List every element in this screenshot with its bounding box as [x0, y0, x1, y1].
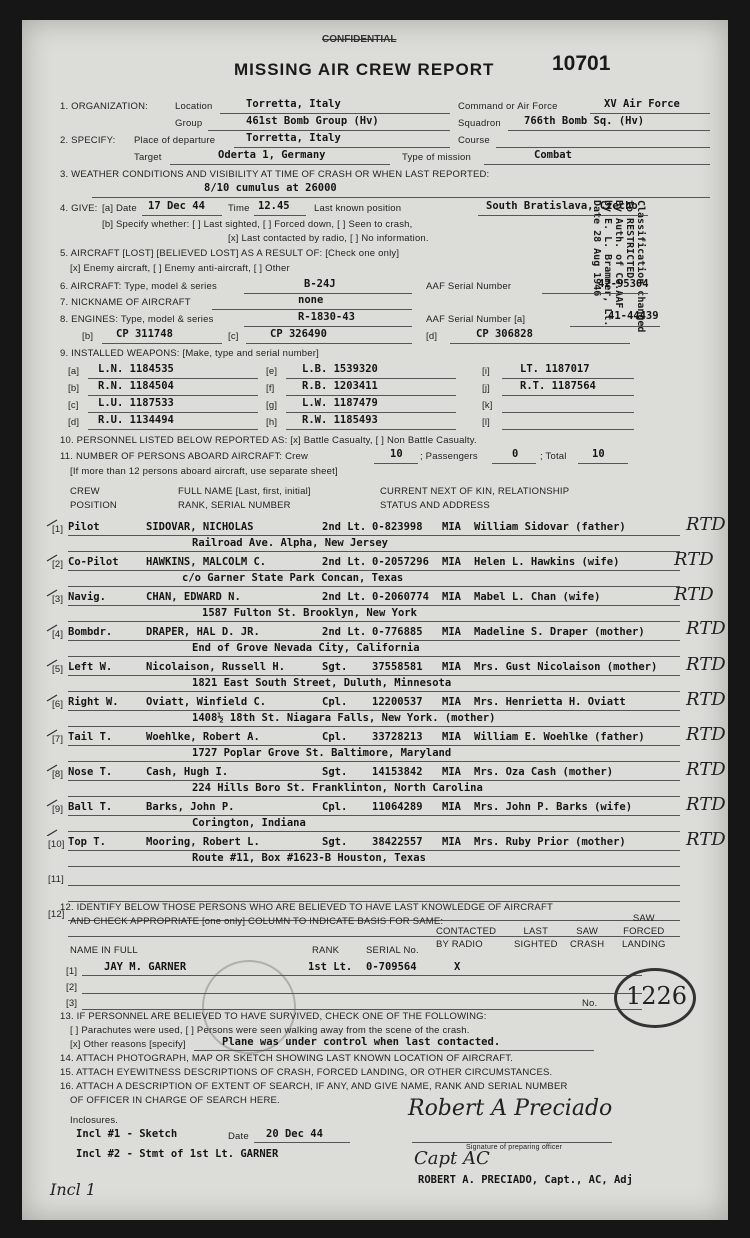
- location-value: Torretta, Italy: [246, 98, 341, 110]
- specify-whether: [b] Specify whether: [ ] Last sighted, [ ] Forced down, [ ] Seen to crash,: [102, 219, 413, 230]
- loss-cause-options: [x] Enemy aircraft, [ ] Enemy anti-aircraft, [ ] Other: [70, 263, 290, 274]
- weapon-e-value: L.B. 1539320: [302, 363, 378, 375]
- departure-label: Place of departure: [134, 135, 216, 146]
- engines-type-value: R-1830-43: [298, 311, 355, 323]
- total-count: 10: [592, 448, 605, 460]
- weapon-h-value: R.W. 1185493: [302, 414, 378, 426]
- persons-note: [If more than 12 persons aboard aircraft, use separate sheet]: [70, 466, 338, 477]
- squadron-value: 766th Bomb Sq. (Hv): [524, 115, 645, 127]
- engine-a-value: 41-44439: [608, 310, 659, 322]
- specify-label: 2. SPECIFY:: [60, 135, 116, 146]
- witness-name: JAY M. GARNER: [104, 961, 187, 973]
- signer-name: ROBERT A. PRECIADO, Capt., AC, Adj: [418, 1174, 633, 1186]
- witness-serial: 0-709564: [366, 961, 417, 973]
- target-label: Target: [134, 152, 162, 163]
- course-label: Course: [458, 135, 490, 146]
- aircraft-serial-value: 42-95304: [598, 278, 649, 290]
- report-date: 20 Dec 44: [266, 1128, 323, 1140]
- report-sheet: CONFIDENTIAL MISSING AIR CREW REPORT 10701 Classification changed to RESTRICTED By Auth. of CG.AAF by E. L. Brammer, Lt. Date 28 Aug 1946 1. ORGANIZATION: Location Torretta, Italy Command or Air Force XV Air Force Group 461st Bomb Group (Hv) Squadron 766th Bomb Sq. (Hv) 2. SPECIFY: Place of departure Torretta, Italy Course Target Oderta 1, Germany Type of mission Combat 3. WEATHER CONDITIONS AND VISIBILITY AT TIME OF CRASH OR WHEN LAST REPORTED: 8/10 cumulus at 26000 4. GIVE: [a] Date 17 Dec 44 Time 12.45 Last known position South Bratislava, Czecho [b] Specify whether: [ ] Last sighted, [ ] Forced down, [ ] Seen to crash, [x] Last contacted by radio, [ ] No information. 5. AIRCRAFT [LOST] [BELIEVED LOST] AS A RESULT OF: [Check one only] [x] Enemy aircraft, [ ] Enemy anti-aircraft, [ ] Other 6. AIRCRAFT: Type, model & series B-24J AAF Serial Number 42-95304 7. NICKNAME OF AIRCRAFT none 8. ENGINES: Type, model & series R-1830-43 AAF Serial Number [a] 41-44439 [b] CP 311748 [c] CP 326490 [d] CP 306828 9. INSTALLED WEAPONS: [Make, type and serial number] [a] L.N. 1184535 [b] R.N. 1184504 [c] L.U. 1187533 [d] R.U. 1134494 [e] L.B. 1539320 [f] R.B. 1203411 [g] L.W. 1187479 [h] R.W. 1185493 [i] LT. 1187017 [j] R.T. 1187564 [k] [l] 10. PERSONNEL LISTED BELOW REPORTED AS: [x] Battle Casualty, [ ] Non Battle Casualty. 11. NUMBER OF PERSONS ABOARD AIRCRAFT: Crew 10 ; Passengers 0 ; Total 10 [If more than 12 persons aboard aircraft, use separate sheet] CREW POSITION FULL NAME [Last, first, initial] RANK, SERIAL NUMBER CURRENT NEXT OF KIN, RELATIONSHIP STATUS AND ADDRESS [1] Pilot SIDOVAR, NICHOLAS 2nd Lt. 0-823998 MIA William Sidovar (father) RTD Railroad Ave. Alpha, New Jersey [2] Co-Pilot HAWKINS, MALCOLM C. 2nd Lt. 0-2057296 MIA Helen L. Hawkins (wife) RTD c/o Garner State Park Concan, Texas [3] Navig. CHAN, EDWARD N. 2nd Lt. 0-2060774 MIA Mabel L. Chan (wife) RTD 1587 Fulton St. Brooklyn, New York [4] Bombdr. DRAPER, HAL D. JR. 2nd Lt. 0-776885 MIA Madeline S. Draper (mother) RTD End of Grove Nevada City, California [5] Left W. Nicolaison, Russell H. Sgt. 37558581 MIA Mrs. Gust Nicolaison (mother) RTD 1821 East South Street, Duluth, Minnesota [6] Right W. Oviatt, Winfield C. Cpl. 12200537 MIA Mrs. Henrietta H. Oviatt RTD 1408½ 18th St. Niagara Falls, New York. (mother) [7] Tail T. Woehlke, Robert A. Cpl. 33728213 MIA William E. Woehlke (father) RTD 1727 Poplar Grove St. Baltimore, Maryland [8] Nose T. Cash, Hugh I. Sgt. 14153842 MIA Mrs. Oza Cash (mother) RTD 224 Hills Boro St. Franklinton, North Carolina [9] Ball T. Barks, John P. Cpl. 11064289 MIA Mrs. John P. Barks (wife) RTD Corington, Indiana [10] Top T. Mooring, Robert L. Sgt. 38422557 MIA Mrs. Ruby Prior (mother) RTD Route #11, Box #1623-B Houston, Texas [11] [12] 12. IDENTIFY BELOW THOSE PERSONS WHO ARE BELIEVED TO HAVE LAST KNOWLEDGE OF AIRCRAFT AND CHECK APPROPRIATE [one only] COLUMN TO INDICATE BASIS FOR SAME: NAME IN FULL RANK SERIAL No. CONTACTED BY RADIO LAST SIGHTED SAW CRASH SAW FORCED LANDING [1] JAY M. GARNER 1st Lt. 0-709564 X [2] [3] No. 1226 13. IF PERSONNEL ARE BELIEVED TO HAVE SURVIVED, CHECK ONE OF THE FOLLOWING: [ ] Parachutes were used, [ ] Persons were seen walking away from the scene of the crash. [x] Other reasons [specify] Plane was under control when last contacted. 14. ATTACH PHOTOGRAPH, MAP OR SKETCH SHOWING LAST KNOWN LOCATION OF AIRCRAFT. 15. ATTACH EYEWITNESS DESCRIPTIONS OF CRASH, FORCED LANDING, OR OTHER CIRCUMSTANCES. 16. ATTACH A DESCRIPTION OF EXTENT OF SEARCH, IF ANY, AND GIVE NAME, RANK AND SERIAL NUMBER OF OFFICER IN CHARGE OF SEARCH HERE. Inclosures. Incl #1 - Sketch Date 20 Dec 44 Incl #2 - Stmt of 1st Lt. GARNER Robert A Preciado Signature of preparing officer Capt AC ROBERT A. PRECIADO, Capt., AC, Adj Incl 1: [22, 20, 728, 1220]
- aircraft-type-value: B-24J: [304, 278, 336, 290]
- tick-marks: [42, 506, 72, 836]
- weapon-a-value: L.N. 1184535: [98, 363, 174, 375]
- engine-d-value: CP 306828: [476, 328, 533, 340]
- margin-note: Incl 1: [50, 1180, 96, 1199]
- inclosure-1: Incl #1 - Sketch: [76, 1128, 178, 1140]
- contacted-by-radio: [x] Last contacted by radio, [ ] No information.: [228, 233, 429, 244]
- crew-count: 10: [390, 448, 403, 460]
- squadron-label: Squadron: [458, 118, 501, 129]
- last-knowledge-label: 12. IDENTIFY BELOW THOSE PERSONS WHO ARE BELIEVED TO HAVE LAST KNOWLEDGE OF AIRCRAFT: [60, 902, 553, 913]
- weapon-b-value: R.N. 1184504: [98, 380, 174, 392]
- command-value: XV Air Force: [604, 98, 680, 110]
- command-label: Command or Air Force: [458, 101, 558, 112]
- engines-serial-label: AAF Serial Number [a]: [426, 314, 526, 325]
- target-value: Oderta 1, Germany: [218, 149, 326, 161]
- survival-reason: Plane was under control when last contacted.: [222, 1036, 501, 1048]
- witness-rank: 1st Lt.: [308, 961, 353, 973]
- date-value: 17 Dec 44: [148, 200, 205, 212]
- inclosure-2: Incl #2 - Stmt of 1st Lt. GARNER: [76, 1148, 279, 1160]
- time-label: Time: [228, 203, 250, 214]
- position-label: Last known position: [314, 203, 402, 214]
- time-value: 12.45: [258, 200, 290, 212]
- passenger-count: 0: [512, 448, 519, 460]
- contacted-by-radio-mark: X: [454, 961, 461, 973]
- weapon-i-value: LT. 1187017: [520, 363, 590, 375]
- group-value: 461st Bomb Group (Hv): [246, 115, 379, 127]
- personnel-reported-label: 10. PERSONNEL LISTED BELOW REPORTED AS: [x] Battle Casualty, [ ] Non Battle Casualty.: [60, 435, 477, 446]
- aircraft-serial-label: AAF Serial Number: [426, 281, 512, 292]
- page-title: MISSING AIR CREW REPORT: [234, 60, 495, 79]
- classification-marking: CONFIDENTIAL: [322, 34, 397, 45]
- location-label: Location: [175, 101, 213, 112]
- weapon-d-value: R.U. 1134494: [98, 414, 174, 426]
- aircraft-type-label: 6. AIRCRAFT: Type, model & series: [60, 281, 217, 292]
- report-number: 10701: [552, 52, 611, 75]
- departure-value: Torretta, Italy: [246, 132, 341, 144]
- mission-type-label: Type of mission: [402, 152, 471, 163]
- give-label: 4. GIVE:: [60, 203, 98, 214]
- weapon-j-value: R.T. 1187564: [520, 380, 596, 392]
- signature: Robert A Preciado: [408, 1096, 613, 1121]
- engines-label: 8. ENGINES: Type, model & series: [60, 314, 214, 325]
- weather-value: 8/10 cumulus at 26000: [204, 182, 337, 194]
- nickname-value: none: [298, 294, 324, 306]
- weapon-c-value: L.U. 1187533: [98, 397, 174, 409]
- weather-label: 3. WEATHER CONDITIONS AND VISIBILITY AT TIME OF CRASH OR WHEN LAST REPORTED:: [60, 169, 490, 180]
- mission-type-value: Combat: [534, 149, 572, 161]
- aircraft-lost-label: 5. AIRCRAFT [LOST] [BELIEVED LOST] AS A RESULT OF: [Check one only]: [60, 248, 400, 259]
- group-label: Group: [175, 118, 203, 129]
- weapon-g-value: L.W. 1187479: [302, 397, 378, 409]
- weapon-f-value: R.B. 1203411: [302, 380, 378, 392]
- engine-b-value: CP 311748: [116, 328, 173, 340]
- date-label: [a] Date: [102, 203, 137, 214]
- organization-label: 1. ORGANIZATION:: [60, 101, 149, 112]
- weapons-label: 9. INSTALLED WEAPONS: [Make, type and serial number]: [60, 348, 319, 359]
- declassification-stamp: Classification changed to RESTRICTED By Auth. of CG.AAF by E. L. Brammer, Lt. Date 28 Aug 1946: [591, 200, 646, 333]
- persons-aboard-label: 11. NUMBER OF PERSONS ABOARD AIRCRAFT: Crew: [60, 451, 309, 462]
- position-value: South Bratislava, Czecho: [486, 200, 638, 212]
- nickname-label: 7. NICKNAME OF AIRCRAFT: [60, 297, 191, 308]
- engine-c-value: CP 326490: [270, 328, 327, 340]
- survival-label: 13. IF PERSONNEL ARE BELIEVED TO HAVE SURVIVED, CHECK ONE OF THE FOLLOWING:: [60, 1011, 487, 1022]
